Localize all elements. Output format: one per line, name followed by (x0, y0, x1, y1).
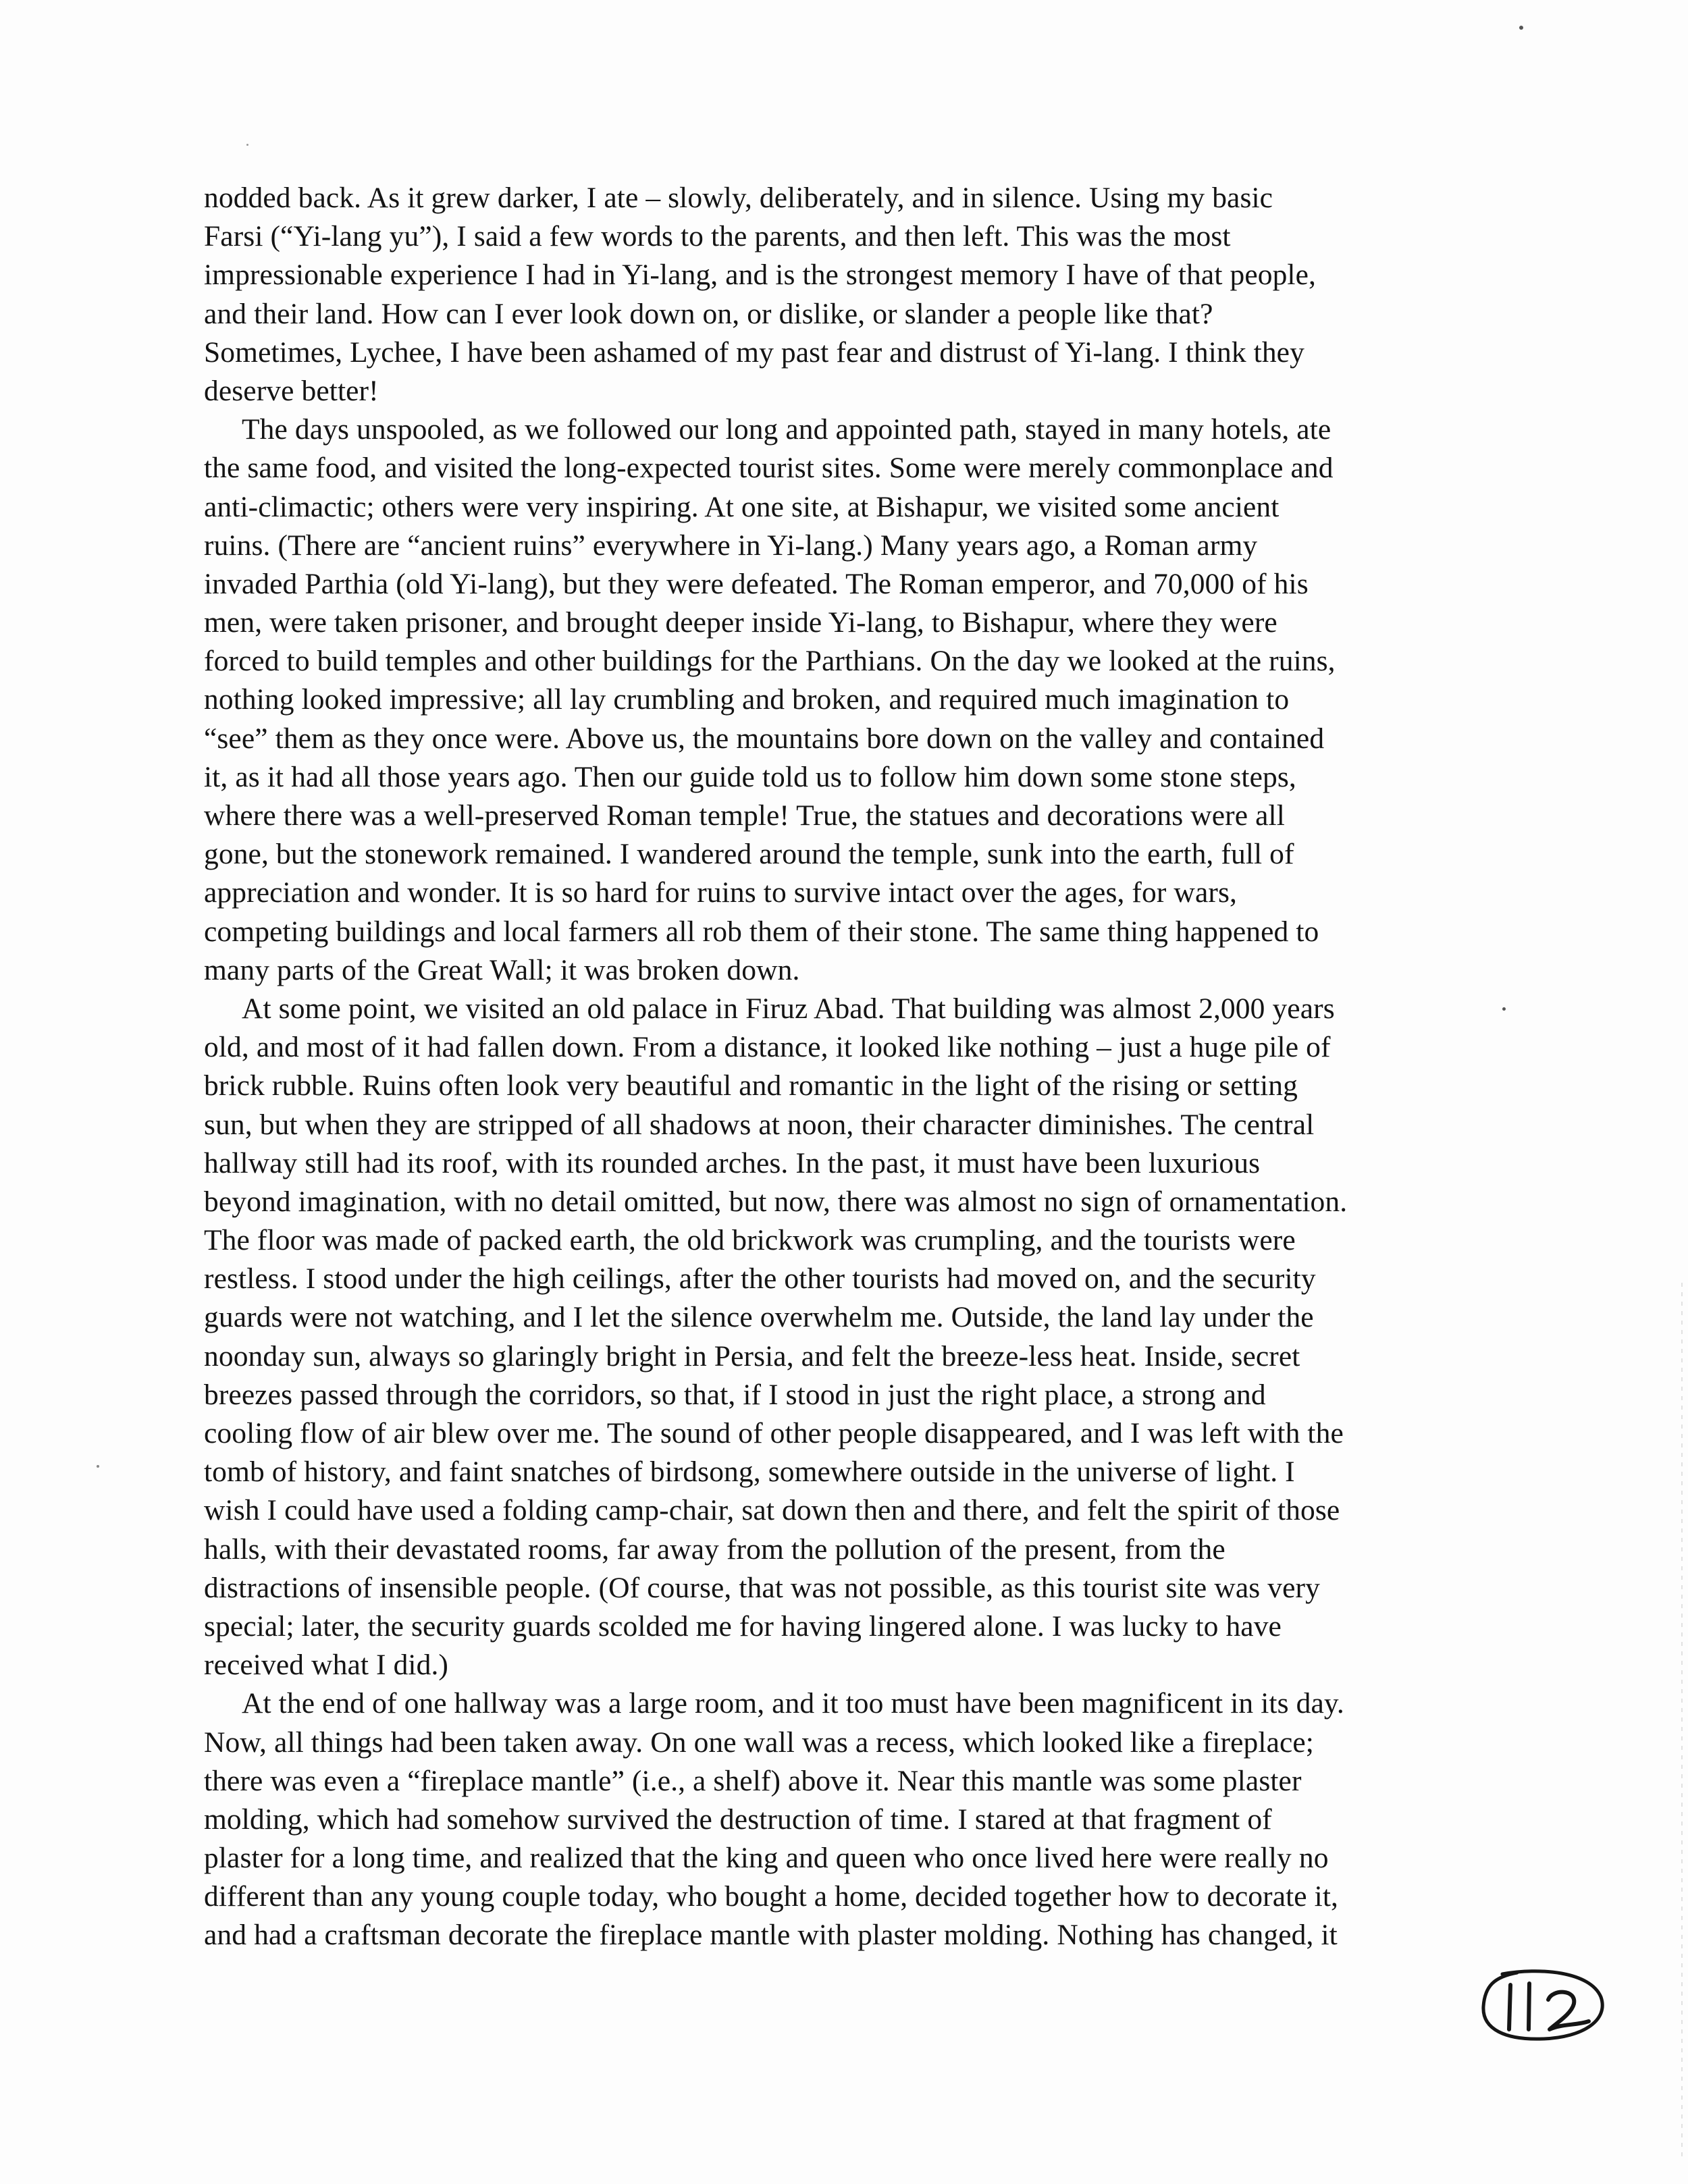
text-line: it, as it had all those years ago. Then our guide told us to follow him down some stone steps, (204, 760, 1296, 793)
text-line: nodded back. As it grew darker, I ate – slowly, deliberately, and in silence. Using my basic (204, 182, 1273, 214)
text-line: gone, but the stonework remained. I wandered around the temple, sunk into the earth, full of (204, 838, 1294, 871)
text-line: The floor was made of packed earth, the old brickwork was crumpling, and the tourists were (204, 1224, 1296, 1257)
scan-speck (1519, 26, 1523, 30)
text-line: the same food, and visited the long-expected tourist sites. Some were merely commonplace and (204, 452, 1334, 485)
scan-speck (1502, 1007, 1506, 1011)
text-line: different than any young couple today, who bought a home, decided together how to decorate it, (204, 1880, 1339, 1913)
text-line: old, and most of it had fallen down. From a distance, it looked like nothing – just a huge pile of (204, 1031, 1331, 1064)
text-line: deserve better! (204, 374, 379, 407)
paragraph-first-line: At the end of one hallway was a large room, and it too must have been magnificent in its day. (242, 1687, 1344, 1720)
text-line: Sometimes, Lychee, I have been ashamed of my past fear and distrust of Yi-lang. I think they (204, 336, 1304, 369)
text-line: distractions of insensible people. (Of course, that was not possible, as this tourist site was very (204, 1571, 1320, 1604)
scan-speck (246, 144, 248, 146)
text-line: halls, with their devastated rooms, far away from the pollution of the present, from the (204, 1533, 1225, 1566)
text-line: appreciation and wonder. It is so hard for ruins to survive intact over the ages, for wars, (204, 876, 1237, 909)
text-line: plaster for a long time, and realized that the king and queen who once lived here were really no (204, 1842, 1329, 1875)
text-line: there was even a “fireplace mantle” (i.e., a shelf) above it. Near this mantle was some plaster (204, 1764, 1302, 1797)
text-line: sun, but when they are stripped of all shadows at noon, their character diminishes. The central (204, 1108, 1315, 1141)
text-line: tomb of history, and faint snatches of birdsong, somewhere outside in the universe of light. I (204, 1456, 1295, 1489)
scan-edge-shadow (1681, 1283, 1683, 2160)
text-line: invaded Parthia (old Yi-lang), but they were defeated. The Roman emperor, and 70,000 of his (204, 567, 1309, 600)
text-line: competing buildings and local farmers all rob them of their stone. The same thing happened to (204, 915, 1319, 948)
paragraph-first-line: At some point, we visited an old palace in Firuz Abad. That building was almost 2,000 years (242, 992, 1335, 1025)
body-text (204, 179, 1500, 1955)
text-line: beyond imagination, with no detail omitted, but now, there was almost no sign of ornamentation. (204, 1185, 1348, 1218)
text-line: Farsi (“Yi-lang yu”), I said a few words to the parents, and then left. This was the most (204, 220, 1231, 253)
text-line: hallway still had its roof, with its rounded arches. In the past, it must have been luxurious (204, 1146, 1261, 1179)
text-line: received what I did.) (204, 1649, 449, 1682)
text-line: men, were taken prisoner, and brought deeper inside Yi-lang, to Bishapur, where they were (204, 606, 1277, 639)
text-line: where there was a well-preserved Roman temple! True, the statues and decorations were all (204, 799, 1285, 832)
text-line: guards were not watching, and I let the silence overwhelm me. Outside, the land lay under the (204, 1301, 1314, 1334)
text-line: Now, all things had been taken away. On one wall was a recess, which looked like a fireplace; (204, 1726, 1314, 1759)
text-line: brick rubble. Ruins often look very beautiful and romantic in the light of the rising or setting (204, 1069, 1298, 1102)
scan-speck (97, 1465, 99, 1468)
circled-page-number-drawing (1475, 1965, 1610, 2046)
text-line: molding, which had somehow survived the destruction of time. I stared at that fragment of (204, 1803, 1272, 1836)
text-line: “see” them as they once were. Above us, the mountains bore down on the valley and contained (204, 722, 1325, 755)
handwritten-page-number (1475, 1965, 1610, 2046)
text-line: forced to build temples and other buildings for the Parthians. On the day we looked at the ruins, (204, 645, 1336, 678)
text-line: anti-climactic; others were very inspiring. At one site, at Bishapur, we visited some ancient (204, 490, 1280, 523)
text-line: restless. I stood under the high ceilings, after the other tourists had moved on, and the security (204, 1262, 1316, 1296)
text-line: noonday sun, always so glaringly bright in Persia, and felt the breeze-less heat. Inside, secret (204, 1339, 1300, 1373)
text-line: breezes passed through the corridors, so that, if I stood in just the right place, a strong and (204, 1378, 1266, 1411)
text-line: special; later, the security guards scolded me for having lingered alone. I was lucky to have (204, 1609, 1282, 1643)
text-line: impressionable experience I had in Yi-lang, and is the strongest memory I have of that people, (204, 259, 1316, 292)
text-line: and their land. How can I ever look down on, or dislike, or slander a people like that? (204, 297, 1213, 330)
paragraph-first-line: The days unspooled, as we followed our long and appointed path, stayed in many hotels, ate (242, 413, 1331, 446)
text-line: and had a craftsman decorate the fireplace mantle with plaster molding. Nothing has changed, it (204, 1919, 1338, 1952)
text-line: cooling flow of air blew over me. The sound of other people disappeared, and I was left with the (204, 1417, 1344, 1449)
text-line: many parts of the Great Wall; it was broken down. (204, 953, 800, 986)
text-line: nothing looked impressive; all lay crumbling and broken, and required much imagination to (204, 683, 1290, 716)
text-line: ruins. (There are “ancient ruins” everywhere in Yi-lang.) Many years ago, a Roman army (204, 529, 1258, 562)
text-line: wish I could have used a folding camp-chair, sat down then and there, and felt the spirit of those (204, 1494, 1340, 1527)
